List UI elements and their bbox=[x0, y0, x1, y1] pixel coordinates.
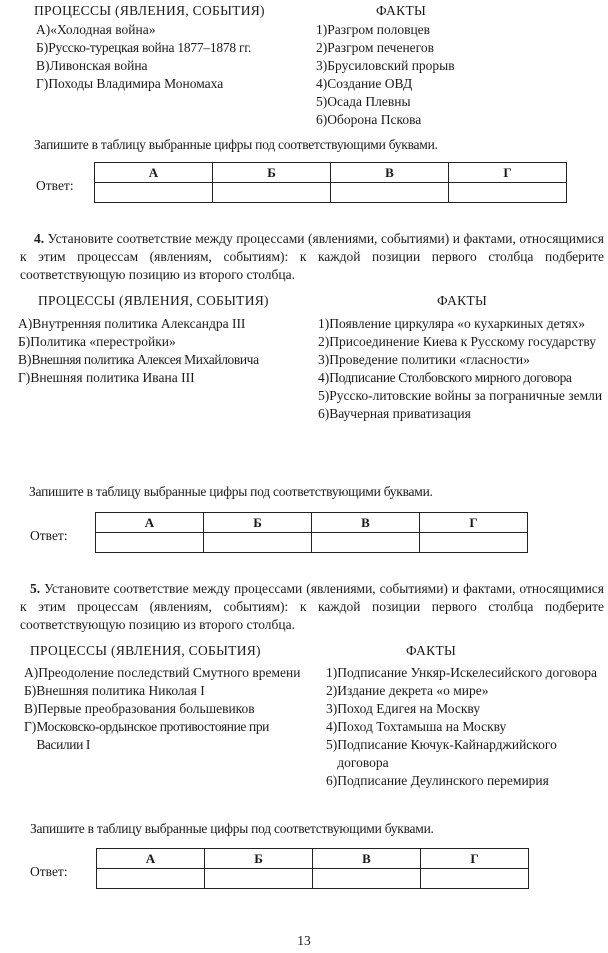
list-item: 2) Разгром печенегов bbox=[316, 40, 434, 55]
task4-answer-label: Ответ: bbox=[30, 528, 68, 543]
answer-cell-b[interactable] bbox=[213, 183, 331, 203]
answer-cell-b[interactable] bbox=[205, 869, 313, 889]
task5-answer-label: Ответ: bbox=[30, 864, 68, 879]
task4-statement: 4. Установите соответствие между процессами (явлениями, событиями) и фактами, относящимися к этим процессам (явлениям, событиям): к каждой позиции первого столбца подберите соответствующую позицию из второго столбца. bbox=[20, 231, 604, 282]
list-item: Б) Русско-турецкая война 1877–1878 гг. bbox=[36, 40, 252, 55]
list-item: 5) Подписание Кючук-Кайнарджийского договора bbox=[326, 737, 557, 770]
task5-statement: 5. Установите соответствие между процессами (явлениями, событиями) и фактами, относящимися к этим процессам (явлениям, событиям): к каждой позиции первого столбца подберите соответствующую позицию из второго столбца. bbox=[20, 581, 605, 632]
block1-right-header: ФАКТЫ bbox=[376, 3, 427, 18]
answer-cell-a[interactable] bbox=[95, 183, 213, 203]
answer-header-v: В bbox=[312, 513, 420, 533]
answer-header-a: А bbox=[95, 163, 213, 183]
task4-left-header: ПРОЦЕССЫ (ЯВЛЕНИЯ, СОБЫТИЯ) bbox=[38, 293, 269, 308]
list-item: 1) Подписание Ункяр-Искелесийского договора bbox=[326, 665, 597, 680]
list-item: 2) Присоединение Киева к Русскому государству bbox=[318, 334, 596, 349]
list-item: Б) Политика «перестройки» bbox=[18, 334, 176, 349]
answer-header-g: Г bbox=[449, 163, 567, 183]
answer-header-g: Г bbox=[421, 849, 529, 869]
task4-instruction: Запишите в таблицу выбранные цифры под соответствующими буквами. bbox=[29, 484, 433, 499]
task4-right-header: ФАКТЫ bbox=[437, 293, 488, 308]
answer-header-a: А bbox=[96, 513, 204, 533]
list-item: 4) Подписание Столбовского мирного договора bbox=[318, 370, 572, 385]
answer-header-v: В bbox=[313, 849, 421, 869]
list-item: 2) Издание декрета «о мире» bbox=[326, 683, 489, 698]
list-item: 1) Разгром половцев bbox=[316, 22, 431, 37]
task5-instruction: Запишите в таблицу выбранные цифры под соответствующими буквами. bbox=[30, 821, 434, 836]
answer-cell-g[interactable] bbox=[449, 183, 567, 203]
answer-header-b: Б bbox=[213, 163, 331, 183]
answer-cell-a[interactable] bbox=[97, 869, 205, 889]
block1-instruction: Запишите в таблицу выбранные цифры под соответствующими буквами. bbox=[34, 137, 438, 152]
list-item: 4) Создание ОВД bbox=[316, 76, 413, 91]
task4-facts-list bbox=[318, 315, 604, 423]
answer-header-b: Б bbox=[204, 513, 312, 533]
list-item: Г) Московско-ордынское противостояние при Василии I bbox=[24, 719, 269, 752]
list-item: Г) Походы Владимира Мономаха bbox=[36, 76, 224, 91]
list-item: 5) Осада Плевны bbox=[316, 94, 411, 109]
block1-answer-table bbox=[94, 162, 567, 203]
list-item: 5) Русско-литовские войны за пограничные земли bbox=[318, 388, 603, 403]
task5-answer-table bbox=[96, 848, 529, 889]
task4-answer-table bbox=[95, 512, 528, 553]
list-item: А) «Холодная война» bbox=[36, 22, 156, 37]
list-item: 4) Поход Тохтамыша на Москву bbox=[326, 719, 507, 734]
answer-cell-v[interactable] bbox=[331, 183, 449, 203]
task4-processes-list bbox=[18, 315, 318, 387]
answer-cell-b[interactable] bbox=[204, 533, 312, 553]
list-item: В) Ливонская война bbox=[36, 58, 148, 73]
answer-cell-a[interactable] bbox=[96, 533, 204, 553]
task5-processes-list bbox=[24, 664, 310, 754]
answer-cell-v[interactable] bbox=[312, 533, 420, 553]
list-item: 3) Брусиловский прорыв bbox=[316, 58, 455, 73]
block1-processes-list bbox=[36, 21, 306, 93]
answer-cell-g[interactable] bbox=[421, 869, 529, 889]
list-item: 1) Появление циркуляра «о кухаркиных детях» bbox=[318, 316, 586, 331]
task5-facts-list bbox=[326, 664, 598, 790]
list-item: Б) Внешняя политика Николая I bbox=[24, 683, 205, 698]
task5-left-header: ПРОЦЕССЫ (ЯВЛЕНИЯ, СОБЫТИЯ) bbox=[30, 643, 261, 658]
list-item: А) Преодоление последствий Смутного времени bbox=[24, 665, 301, 680]
answer-cell-v[interactable] bbox=[313, 869, 421, 889]
block1-answer-label: Ответ: bbox=[36, 178, 74, 193]
block1-left-header: ПРОЦЕССЫ (ЯВЛЕНИЯ, СОБЫТИЯ) bbox=[34, 3, 265, 18]
answer-header-g: Г bbox=[420, 513, 528, 533]
list-item: А) Внутренняя политика Александра III bbox=[18, 316, 246, 331]
list-item: 6) Оборона Пскова bbox=[316, 112, 422, 127]
answer-header-a: А bbox=[97, 849, 205, 869]
list-item: Г) Внешняя политика Ивана III bbox=[18, 370, 195, 385]
task4-number: 4. bbox=[34, 231, 45, 246]
task5-right-header: ФАКТЫ bbox=[406, 643, 457, 658]
page-number: 13 bbox=[297, 933, 311, 948]
list-item: В) Внешняя политика Алексея Михайловича bbox=[18, 352, 259, 367]
answer-header-v: В bbox=[331, 163, 449, 183]
list-item: В) Первые преобразования большевиков bbox=[24, 701, 255, 716]
answer-cell-g[interactable] bbox=[420, 533, 528, 553]
list-item: 6) Подписание Деулинского перемирия bbox=[326, 773, 549, 788]
task5-number: 5. bbox=[30, 581, 41, 596]
answer-header-b: Б bbox=[205, 849, 313, 869]
list-item: 3) Поход Едигея на Москву bbox=[326, 701, 481, 716]
list-item: 3) Проведение политики «гласности» bbox=[318, 352, 530, 367]
list-item: 6) Ваучерная приватизация bbox=[318, 406, 471, 421]
block1-facts-list bbox=[316, 21, 586, 129]
